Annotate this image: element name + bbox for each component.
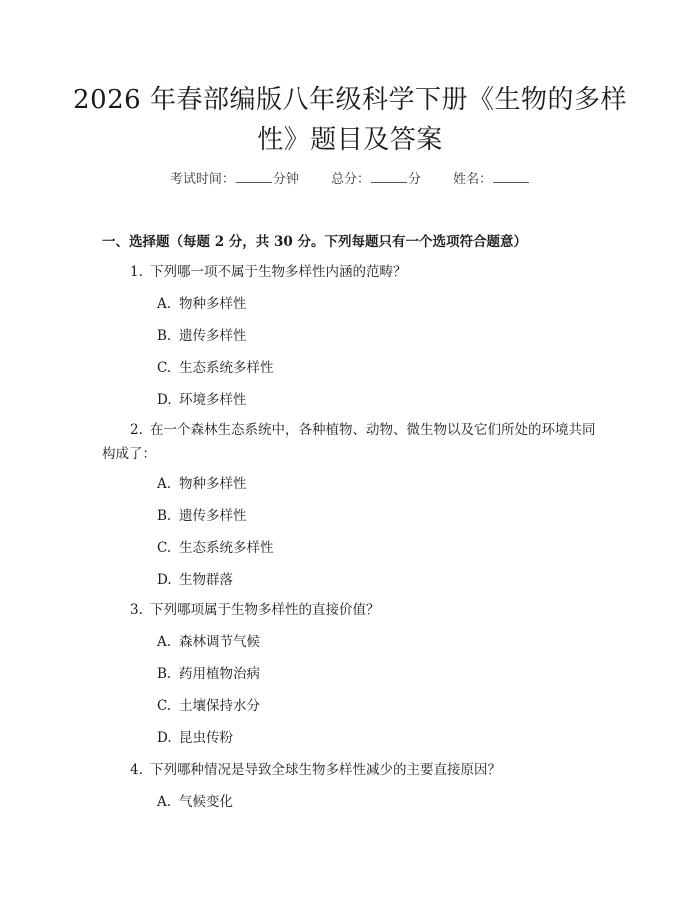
option-letter: B.	[157, 328, 172, 344]
option-letter: D.	[157, 730, 172, 746]
option-text: 物种多样性	[179, 476, 247, 492]
name-blank	[493, 170, 529, 183]
q3-option-d	[157, 726, 233, 746]
option-text: 物种多样性	[179, 296, 247, 312]
option-text: 生态系统多样性	[179, 360, 274, 376]
question-stem: 下列哪种情况是导致全球生物多样性减少的主要直接原因？	[150, 762, 501, 778]
time-label: 考试时间：	[169, 172, 235, 187]
question-number: 1.	[130, 264, 143, 280]
question-3	[102, 598, 602, 622]
name-label: 姓名：	[453, 172, 493, 187]
q2-option-d	[157, 568, 233, 588]
option-letter: D.	[157, 572, 172, 588]
option-letter: A.	[157, 634, 172, 650]
q2-option-a	[157, 472, 247, 492]
option-letter: C.	[157, 540, 172, 556]
q1-option-d	[157, 388, 247, 408]
option-letter: A.	[157, 476, 172, 492]
option-letter: B.	[157, 508, 172, 524]
question-1	[102, 260, 602, 284]
option-text: 昆虫传粉	[179, 730, 233, 746]
option-letter: C.	[157, 360, 172, 376]
q3-option-a	[157, 630, 260, 650]
option-letter: B.	[157, 666, 172, 682]
q2-option-b	[157, 504, 247, 524]
option-text: 土壤保持水分	[179, 698, 260, 714]
time-blank	[236, 170, 272, 183]
option-text: 森林调节气候	[179, 634, 260, 650]
option-letter: C.	[157, 698, 172, 714]
question-number: 4.	[130, 762, 143, 778]
exam-meta	[0, 168, 700, 187]
option-letter: A.	[157, 296, 172, 312]
exam-name	[453, 168, 530, 187]
question-2	[102, 418, 602, 466]
option-text: 环境多样性	[179, 392, 247, 408]
time-unit: 分钟	[272, 172, 299, 187]
section-title: 一、选择题（每题 2 分，共 30 分。下列每题只有一个选项符合题意）	[102, 234, 527, 250]
score-unit: 分	[408, 172, 422, 187]
option-text: 遗传多样性	[179, 508, 247, 524]
question-stem: 下列哪项属于生物多样性的直接价值？	[150, 602, 380, 618]
q1-option-a	[157, 292, 247, 312]
option-letter: A.	[157, 794, 172, 810]
score-blank	[371, 170, 407, 183]
question-number: 2.	[130, 422, 143, 438]
q3-option-b	[157, 662, 260, 682]
score-label: 总分：	[330, 172, 370, 187]
document-title: 2026 年春部编版八年级科学下册《生物的多样性》题目及答案	[73, 85, 627, 155]
option-text: 生物群落	[179, 572, 233, 588]
exam-time	[170, 168, 299, 187]
option-text: 气候变化	[179, 794, 233, 810]
q2-option-c	[157, 536, 274, 556]
exam-score	[331, 168, 421, 187]
question-4	[102, 758, 602, 782]
question-number: 3.	[130, 602, 143, 618]
option-text: 药用植物治病	[179, 666, 260, 682]
q3-option-c	[157, 694, 260, 714]
question-stem: 在一个森林生态系统中，各种植物、动物、微生物以及它们所处的环境共同构成了：	[102, 422, 596, 462]
q1-option-c	[157, 356, 274, 376]
question-stem: 下列哪一项不属于生物多样性内涵的范畴？	[150, 264, 407, 280]
option-letter: D.	[157, 392, 172, 408]
q4-option-a	[157, 790, 233, 810]
q1-option-b	[157, 324, 247, 344]
option-text: 生态系统多样性	[179, 540, 274, 556]
option-text: 遗传多样性	[179, 328, 247, 344]
